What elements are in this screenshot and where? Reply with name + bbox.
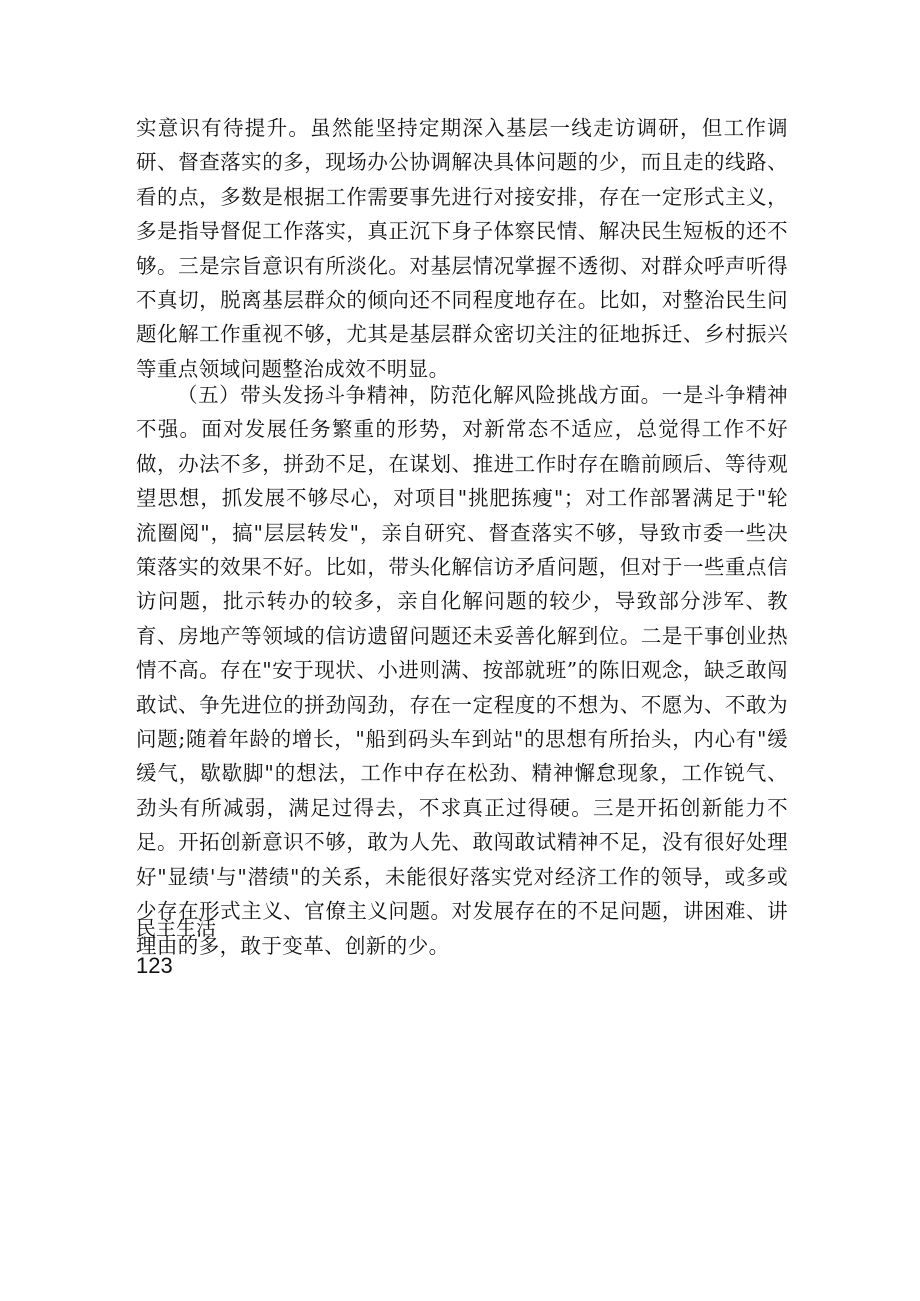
body-paragraph-1: 实意识有待提升。虽然能坚持定期深入基层一线走访调研，但工作调研、督查落实的多，现场办公协调解决具体问题的少，而且走的线路、看的点，多数是根据工作需要事先进行对接安排，存在一定形式主义，多是指导督促工作落实，真正沉下身子体察民情、解决民生短板的还不够。三是宗旨意识有所淡化。对基层情况掌握不透彻、对群众呼声听得不真切，脱离基层群众的倾向还不同程度地存在。比如，对整治民生问题化解工作重视不够，尤其是基层群众密切关注的征地拆迁、乡村振兴等重点领域问题整治成效不明显。 — [136, 116, 788, 381]
body-paragraph-2: （五）带头发扬斗争精神，防范化解风险挑战方面。一是斗争精神不强。面对发展任务繁重的形势，对新常态不适应，总觉得工作不好做，办法不多，拼劲不足，在谋划、推进工作时存在瞻前顾后、等待观望思想，抓发展不够尽心，对项目"挑肥拣瘦"；对工作部署满足于"轮流圈阅"，搞"层层转发"，亲自研究、督查落实不够，导致市委一些决策落实的效果不好。比如，带头化解信访矛盾问题，但对于一些重点信访问题，批示转办的较多，亲自化解问题的较少，导致部分涉军、教育、房地产等领域的信访遗留问题还未妥善化解到位。二是干事创业热情不高。存在"安于现状、小进则满、按部就班”的陈旧观念，缺乏敢闯敢试、争先进位的拼劲闯劲，存在一定程度的不想为、不愿为、不敢为问题;随着年龄的增长，"船到码头车到站"的思想有所抬头，内心有"缓缓气，歇歇脚"的想法，工作中存在松劲、精神懈怠现象，工作锐气、劲头有所减弱，满足过得去，不求真正过得硬。三是开拓创新能力不足。开拓创新意识不够，敢为人先、敢闯敢试精神不足，没有很好处理好"显绩'与"潜绩"的关系，未能很好落实党对经济工作的领导，或多或少存在形式主义、官僚主义问题。对发展存在的不足问题，讲困难、讲理由的多，敢于变革、创新的少。 — [136, 383, 788, 958]
page-number: 123 — [136, 953, 173, 978]
footer-label: 民主生活 — [136, 916, 216, 940]
